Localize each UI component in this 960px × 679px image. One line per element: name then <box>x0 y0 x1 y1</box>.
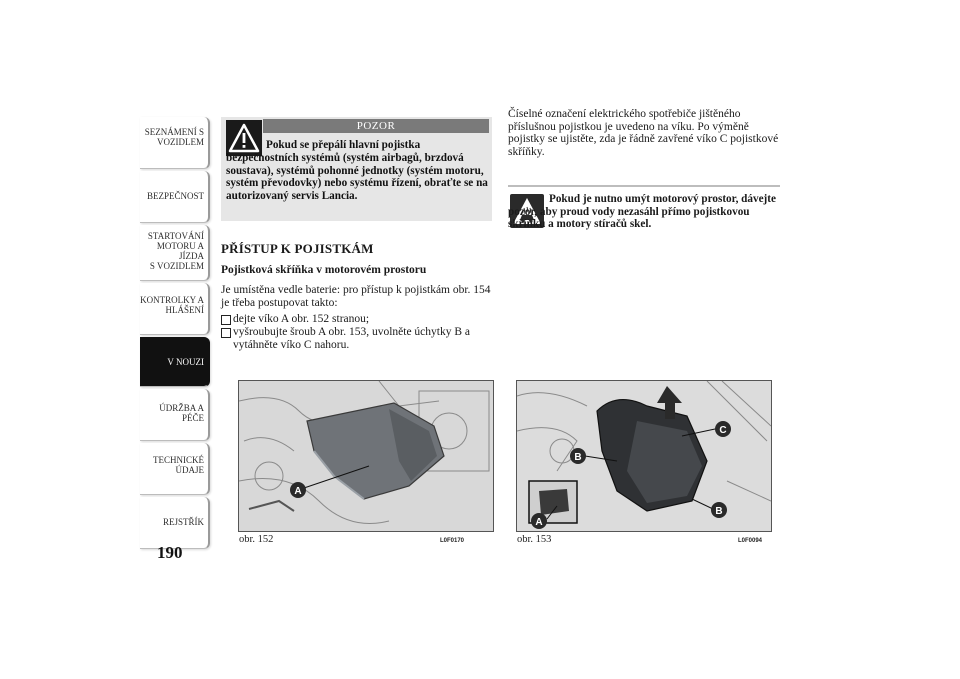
tab-udrzba[interactable] <box>140 389 210 441</box>
figure-code: L0F0170 <box>440 538 465 544</box>
tab-label-line: V NOUZI <box>167 357 204 367</box>
checkbox-bullet-icon <box>221 315 231 325</box>
figure-caption: obr. 152 <box>239 534 274 545</box>
tab-label-line: ÚDAJE <box>175 465 204 475</box>
tab-v-nouzi[interactable] <box>140 337 210 387</box>
note-text: Pokud je nutno umýt motorový prostor, dávejte pozor, aby proud vody nezasáhl přímo pojistkovou skříňku a motory stíračů skel. <box>508 193 776 231</box>
tab-bezpecnost[interactable] <box>140 171 210 223</box>
step-list <box>221 313 493 353</box>
divider <box>508 185 780 187</box>
tab-label-line: KONTROLKY A <box>140 295 204 305</box>
list-item-text: dejte víko A obr. 152 stranou; <box>233 313 370 325</box>
checkbox-bullet-icon <box>221 328 231 338</box>
intro-paragraph: Je umístěna vedle baterie: pro přístup k pojistkám obr. 154 je třeba postupovat takto: <box>221 284 491 310</box>
figure-label: A <box>535 517 543 528</box>
tab-label-line: STARTOVÁNÍ <box>147 231 204 241</box>
tab-kontrolky[interactable] <box>140 283 210 335</box>
section-heading: PŘÍSTUP K POJISTKÁM <box>221 241 374 256</box>
warning-title: POZOR <box>263 119 489 133</box>
list-item-text: vyšroubujte šroub A obr. 153, uvolněte úchytky B a vytáhněte víko C nahoru. <box>233 326 471 352</box>
tab-startovani[interactable] <box>140 225 210 281</box>
figure-label: B <box>574 452 582 463</box>
tab-rejstrik[interactable] <box>140 497 210 549</box>
figure-label: B <box>715 506 723 517</box>
page-number: 190 <box>157 543 183 562</box>
figure-152-engine-cover <box>238 380 494 532</box>
tab-label-line: HLÁŠENÍ <box>165 305 204 315</box>
tab-label-line: BEZPEČNOST <box>146 191 204 201</box>
list-item <box>221 326 493 352</box>
figure-label: C <box>719 425 727 436</box>
figure-label: A <box>294 486 302 497</box>
tab-label-line: REJSTŘÍK <box>162 517 204 527</box>
tab-label-line: VOZIDLEM <box>157 137 204 147</box>
figure-caption: obr. 153 <box>517 534 552 545</box>
tab-label-line: TECHNICKÉ <box>153 455 204 465</box>
tab-label-line: S VOZIDLEM <box>149 261 204 271</box>
tab-label-line: MOTORU A JÍZDA <box>156 241 204 261</box>
tab-seznameni[interactable] <box>140 117 210 169</box>
figure-153-fuse-box <box>516 380 772 532</box>
figure-code: L0F0094 <box>738 538 763 544</box>
list-item <box>221 313 493 326</box>
tab-label-line: ÚDRŽBA A PÉČE <box>159 403 204 423</box>
sub-heading: Pojistková skříňka v motorovém prostoru <box>221 264 427 276</box>
tab-technicke-udaje[interactable] <box>140 443 210 495</box>
tab-label-line: SEZNÁMENÍ S <box>144 127 204 137</box>
warning-text: Pokud se přepálí hlavní pojistka bezpečnostních systémů (systém airbagů, brzdová soustava), systémů pohonné jednotky (systém motoru, systém převodovky) nebo systému řízení, obraťte se na autorizovaný servis Lancia. <box>226 139 488 203</box>
fuse-info-paragraph: Číselné označení elektrického spotřebiče jištěného příslušnou pojistkou je uvedeno na víku. Po výměně pojistky se ujistěte, zda je řádně zavřené víko C pojistkové skříňky. <box>508 108 779 158</box>
